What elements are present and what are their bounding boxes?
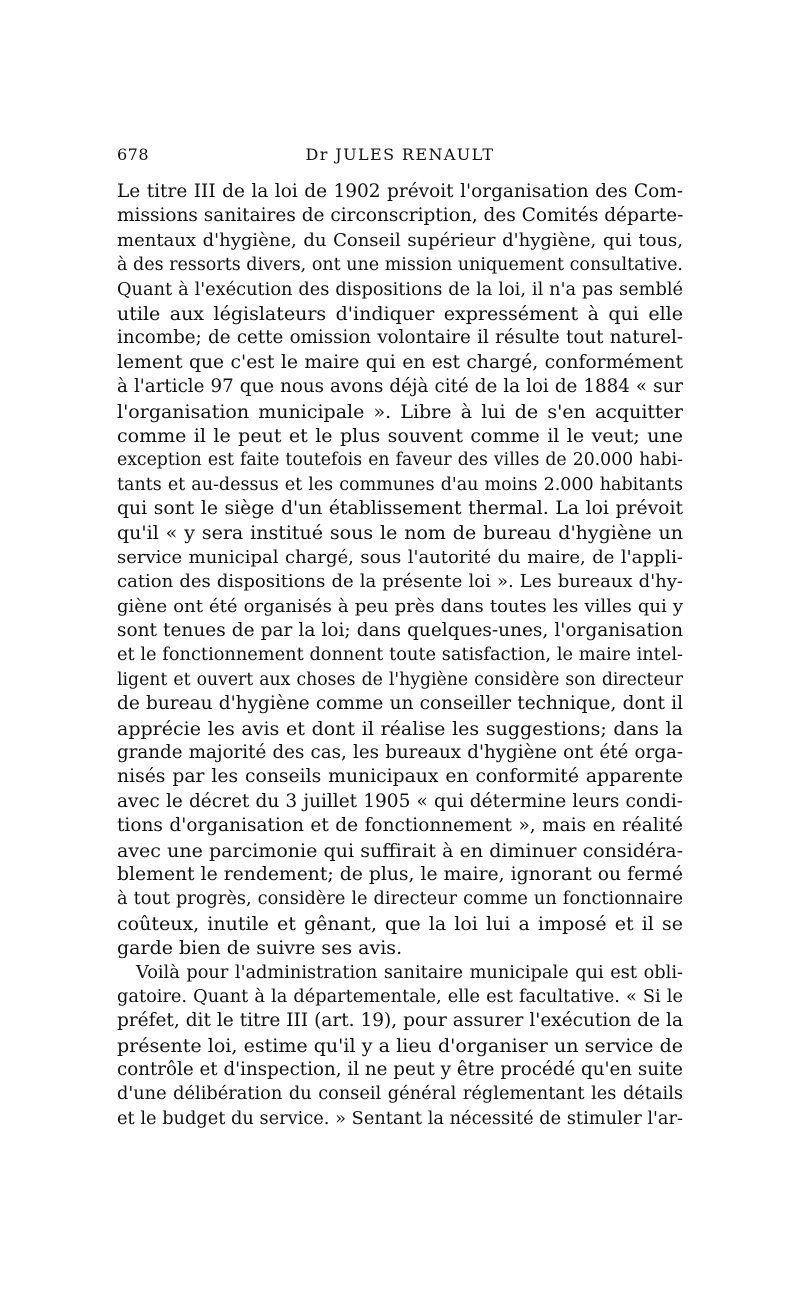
body-text bbox=[117, 180, 683, 1131]
running-title: Dr JULES RENAULT bbox=[305, 145, 495, 164]
text-line: l'organisation municipale ». Libre à lui de s'en acquitter bbox=[117, 400, 683, 423]
text-line: utile aux législateurs d'indiquer expressément à qui elle bbox=[117, 302, 683, 325]
text-line: préfet, dit le titre III (art. 19), pour assurer l'exécution de la bbox=[117, 1010, 683, 1032]
text-line: qu'il « y sera institué sous le nom de bureau d'hygiène un bbox=[117, 522, 683, 545]
text-line: gatoire. Quant à la départementale, elle est facultative. « Si le bbox=[117, 986, 683, 1007]
text-line: mentaux d'hygiène, du Conseil supérieur d'hygiène, qui tous, bbox=[117, 229, 683, 251]
text-line: coûteux, inutile et gênant, que la loi lui a imposé et il se bbox=[117, 912, 683, 935]
text-line: garde bien de suivre ses avis. bbox=[117, 937, 403, 960]
text-line: exception est faite toutefois en faveur des villes de 20.000 habi- bbox=[117, 450, 683, 471]
page-number: 678 bbox=[117, 145, 150, 164]
text-line: de bureau d'hygiène comme un conseiller technique, dont il bbox=[117, 693, 683, 715]
text-line: avec une parcimonie qui suffirait à en diminuer considéra- bbox=[117, 839, 683, 862]
text-line: blement le rendement; de plus, le maire, ignorant ou fermé bbox=[117, 863, 683, 885]
text-line: contrôle et d'inspection, il ne peut y être procédé qu'en suite bbox=[117, 1059, 683, 1081]
text-line: sont tenues de par la loi; dans quelques-unes, l'organisation bbox=[117, 620, 683, 642]
text-line: tants et au-dessus et les communes d'au moins 2.000 habitants bbox=[117, 474, 683, 495]
text-line: incombe; de cette omission volontaire il résulte tout naturel- bbox=[117, 327, 683, 349]
text-line: missions sanitaires de circonscription, des Comités départe- bbox=[117, 205, 683, 227]
text-line: avec le décret du 3 juillet 1905 « qui détermine leurs condi- bbox=[117, 790, 683, 812]
text-line: service municipal chargé, sous l'autorité du maire, de l'appli- bbox=[117, 546, 683, 568]
text-line: ligent et ouvert aux choses de l'hygiène considère son directeur bbox=[117, 669, 683, 690]
text-line: cation des dispositions de la présente loi ». Les bureaux d'hy- bbox=[117, 571, 683, 593]
text-line: et le fonctionnement donnent toute satisfaction, le maire intel- bbox=[117, 645, 683, 666]
text-line: Voilà pour l'administration sanitaire municipale qui est obli- bbox=[136, 962, 683, 983]
text-line: et le budget du service. » Sentant la nécessité de stimuler l'ar- bbox=[117, 1108, 683, 1129]
text-line: d'une délibération du conseil général réglementant les détails bbox=[117, 1084, 683, 1105]
text-line: Quant à l'exécution des dispositions de la loi, il n'a pas semblé bbox=[117, 279, 683, 300]
text-line: giène ont été organisés à peu près dans toutes les villes qui y bbox=[117, 595, 683, 617]
text-line: à des ressorts divers, ont une mission uniquement consultative. bbox=[117, 255, 683, 276]
running-head bbox=[117, 145, 683, 167]
text-line: grande majorité des cas, les bureaux d'hygiène ont été orga- bbox=[117, 741, 683, 763]
text-line: à l'article 97 que nous avons déjà cité de la loi de 1884 « sur bbox=[117, 376, 683, 398]
text-line: apprécie les avis et dont il réalise les suggestions; dans la bbox=[117, 717, 683, 740]
text-line: Le titre III de la loi de 1902 prévoit l'organisation des Com- bbox=[117, 181, 683, 202]
text-line: qui sont le siège d'un établissement thermal. La loi prévoit bbox=[117, 498, 683, 520]
text-line: tions d'organisation et de fonctionnement », mais en réalité bbox=[117, 815, 683, 837]
text-line: nisés par les conseils municipaux en conformité apparente bbox=[117, 766, 683, 788]
text-line: lement que c'est le maire qui en est chargé, conformément bbox=[117, 351, 683, 373]
text-line: à tout progrès, considère le directeur comme un fonctionnaire bbox=[117, 889, 683, 910]
text-line: présente loi, estime qu'il y a lieu d'organiser un service de bbox=[117, 1034, 683, 1057]
text-line: comme il le peut et le plus souvent comme il le veut; une bbox=[117, 424, 683, 447]
